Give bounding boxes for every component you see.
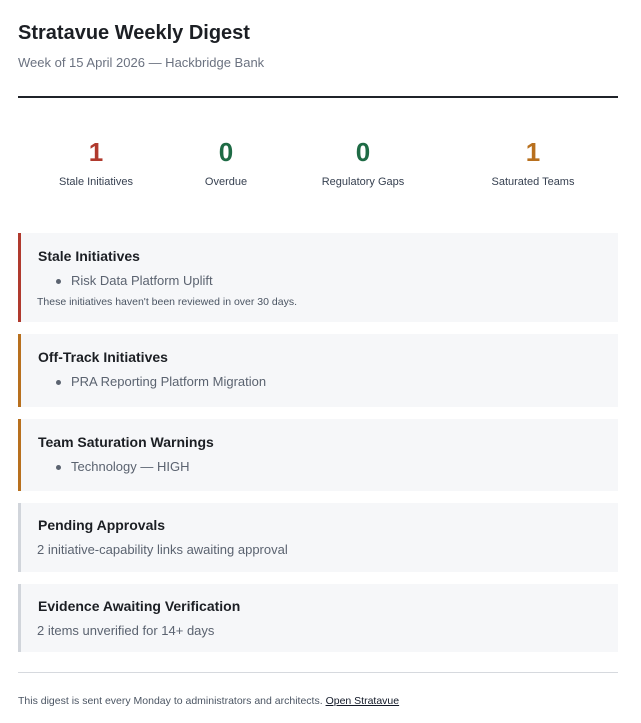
stat-value: 0	[218, 137, 234, 167]
evidence-verification-card	[18, 584, 618, 652]
list-item: Technology — HIGH	[54, 459, 190, 474]
open-stratavue-link[interactable]: Open Stratavue	[325, 695, 400, 707]
stats-row	[18, 137, 618, 197]
card-heading: Pending Approvals	[38, 517, 166, 533]
stale-initiatives-card	[18, 233, 618, 322]
card-heading: Evidence Awaiting Verification	[38, 598, 241, 614]
stat-value: 1	[88, 137, 104, 167]
stat-label: Regulatory Gaps	[321, 176, 405, 188]
stat-overdue	[166, 137, 286, 188]
card-text: 2 initiative-capability links awaiting approval	[37, 542, 288, 557]
card-heading: Off-Track Initiatives	[38, 349, 168, 365]
footer-divider	[18, 672, 618, 673]
page-subtitle: Week of 15 April 2026 — Hackbridge Bank	[18, 55, 265, 70]
stat-label: Stale Initiatives	[59, 176, 133, 188]
list-item: Risk Data Platform Uplift	[54, 273, 213, 288]
stale-initiatives-list	[54, 273, 213, 288]
footer-text: This digest is sent every Monday to administrators and architects.	[18, 695, 323, 707]
off-track-initiatives-card	[18, 334, 618, 407]
stat-label: Saturated Teams	[491, 176, 575, 188]
card-heading: Team Saturation Warnings	[38, 434, 214, 450]
off-track-list	[54, 374, 266, 389]
stat-value: 0	[355, 137, 371, 167]
pending-approvals-card	[18, 503, 618, 572]
stat-label: Overdue	[204, 176, 248, 188]
stat-value: 1	[525, 137, 541, 167]
footer	[18, 695, 399, 707]
team-saturation-card	[18, 419, 618, 491]
card-text: 2 items unverified for 14+ days	[37, 623, 215, 638]
stat-stale-initiatives	[36, 137, 156, 188]
stat-saturated-teams	[473, 137, 593, 188]
list-item: PRA Reporting Platform Migration	[54, 374, 266, 389]
team-saturation-list	[54, 459, 190, 474]
page-title: Stratavue Weekly Digest	[18, 22, 250, 44]
card-note: These initiatives haven't been reviewed in over 30 days.	[37, 296, 297, 308]
stat-regulatory-gaps	[303, 137, 423, 188]
header-divider	[18, 96, 618, 98]
card-heading: Stale Initiatives	[38, 248, 140, 264]
